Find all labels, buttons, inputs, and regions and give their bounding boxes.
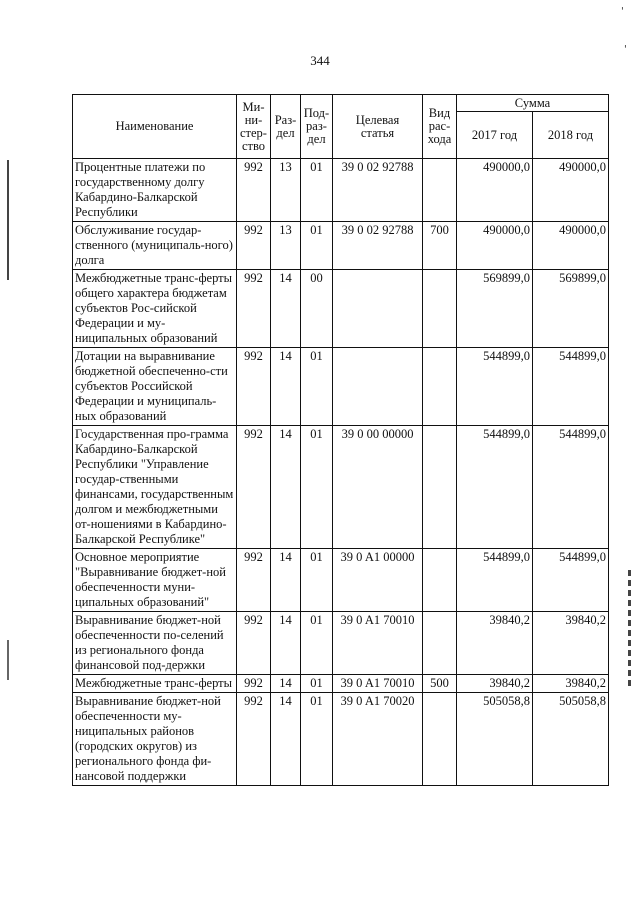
cell-sum-2018: 490000,0 <box>533 159 609 222</box>
cell-expense-type <box>423 270 457 348</box>
cell-expense-type <box>423 426 457 549</box>
cell-name: Выравнивание бюджет-ной обеспеченности му-ниципальных районов (городских округов) из регионального фонда фи-нансовой поддержки <box>73 693 237 786</box>
cell-name: Обслуживание государ-ственного (муниципаль-ного) долга <box>73 222 237 270</box>
cell-sum-2017: 569899,0 <box>457 270 533 348</box>
scan-edge-mark-lower <box>7 640 9 680</box>
table-row <box>73 426 609 549</box>
cell-sum-2017: 544899,0 <box>457 348 533 426</box>
cell-subsection: 01 <box>301 348 333 426</box>
cell-section: 14 <box>271 549 301 612</box>
cell-section: 14 <box>271 426 301 549</box>
cell-expense-type: 700 <box>423 222 457 270</box>
cell-target: 39 0 02 92788 <box>333 159 423 222</box>
cell-ministry: 992 <box>237 612 271 675</box>
cell-ministry: 992 <box>237 549 271 612</box>
cell-sum-2017: 39840,2 <box>457 675 533 693</box>
cell-section: 14 <box>271 675 301 693</box>
table-row <box>73 612 609 675</box>
cell-expense-type <box>423 348 457 426</box>
cell-expense-type <box>423 549 457 612</box>
cell-section: 13 <box>271 159 301 222</box>
cell-ministry: 992 <box>237 693 271 786</box>
cell-expense-type <box>423 693 457 786</box>
cell-sum-2017: 544899,0 <box>457 426 533 549</box>
cell-sum-2017: 490000,0 <box>457 159 533 222</box>
cell-sum-2018: 505058,8 <box>533 693 609 786</box>
cell-subsection: 01 <box>301 426 333 549</box>
cell-name: Межбюджетные транс-ферты <box>73 675 237 693</box>
cell-name: Государственная про-грамма Кабардино-Балкарской Республики "Управление государ-ственными финансами, государственным долгом и межбюджетными от-ношениями в Кабардино-Балкарской Республике" <box>73 426 237 549</box>
cell-expense-type: 500 <box>423 675 457 693</box>
cell-target: 39 0 00 00000 <box>333 426 423 549</box>
cell-target: 39 0 A1 00000 <box>333 549 423 612</box>
table-header <box>73 95 609 159</box>
header-year-2017: 2017 год <box>457 112 533 159</box>
cell-target <box>333 270 423 348</box>
cell-name: Процентные платежи по государственному долгу Кабардино-Балкарской Республики <box>73 159 237 222</box>
cell-sum-2017: 544899,0 <box>457 549 533 612</box>
cell-target: 39 0 A1 70020 <box>333 693 423 786</box>
header-target: Целевая статья <box>333 95 423 159</box>
header-sum: Сумма <box>457 95 609 112</box>
cell-name: Дотации на выравнивание бюджетной обеспеченно-сти субъектов Российской Федерации и муниципаль-ных образований <box>73 348 237 426</box>
header-section: Раз- дел <box>271 95 301 159</box>
cell-name: Основное мероприятие "Выравнивание бюджет-ной обеспеченности муни-ципальных образований" <box>73 549 237 612</box>
cell-subsection: 00 <box>301 270 333 348</box>
cell-ministry: 992 <box>237 270 271 348</box>
page-number: 344 <box>310 53 330 68</box>
cell-target: 39 0 A1 70010 <box>333 675 423 693</box>
table-row <box>73 549 609 612</box>
header-ministry: Ми- ни- стер- ство <box>237 95 271 159</box>
cell-section: 14 <box>271 348 301 426</box>
scan-edge-mark <box>7 160 9 280</box>
header-name: Наименование <box>73 95 237 159</box>
cell-sum-2017: 490000,0 <box>457 222 533 270</box>
table-row <box>73 159 609 222</box>
corner-mark-top: ' <box>621 6 624 17</box>
cell-target: 39 0 A1 70010 <box>333 612 423 675</box>
cell-name: Межбюджетные транс-ферты общего характера бюджетам субъектов Рос-сийской Федерации и му-ниципальных образований <box>73 270 237 348</box>
cell-sum-2018: 569899,0 <box>533 270 609 348</box>
cell-section: 14 <box>271 693 301 786</box>
table-row <box>73 348 609 426</box>
cell-target <box>333 348 423 426</box>
cell-sum-2017: 39840,2 <box>457 612 533 675</box>
cell-subsection: 01 <box>301 693 333 786</box>
cell-sum-2018: 490000,0 <box>533 222 609 270</box>
corner-mark-second: ' <box>624 44 627 55</box>
cell-sum-2018: 544899,0 <box>533 348 609 426</box>
cell-subsection: 01 <box>301 612 333 675</box>
cell-sum-2018: 39840,2 <box>533 612 609 675</box>
cell-ministry: 992 <box>237 222 271 270</box>
cell-name: Выравнивание бюджет-ной обеспеченности по-селений из регионального фонда финансовой под-держки <box>73 612 237 675</box>
cell-sum-2018: 39840,2 <box>533 675 609 693</box>
table-row <box>73 693 609 786</box>
cell-subsection: 01 <box>301 549 333 612</box>
cell-sum-2017: 505058,8 <box>457 693 533 786</box>
table-body <box>73 159 609 786</box>
budget-table <box>72 94 609 786</box>
cell-subsection: 01 <box>301 675 333 693</box>
table-row <box>73 675 609 693</box>
table-row <box>73 222 609 270</box>
cell-expense-type <box>423 159 457 222</box>
cell-target: 39 0 02 92788 <box>333 222 423 270</box>
cell-subsection: 01 <box>301 222 333 270</box>
header-subsection: Под- раз- дел <box>301 95 333 159</box>
cell-section: 13 <box>271 222 301 270</box>
cell-section: 14 <box>271 270 301 348</box>
cell-ministry: 992 <box>237 426 271 549</box>
cell-expense-type <box>423 612 457 675</box>
cell-sum-2018: 544899,0 <box>533 426 609 549</box>
table-row <box>73 270 609 348</box>
cell-subsection: 01 <box>301 159 333 222</box>
cell-ministry: 992 <box>237 675 271 693</box>
header-year-2018: 2018 год <box>533 112 609 159</box>
header-expense-type: Вид рас- хода <box>423 95 457 159</box>
cell-section: 14 <box>271 612 301 675</box>
cell-ministry: 992 <box>237 348 271 426</box>
cell-sum-2018: 544899,0 <box>533 549 609 612</box>
binding-edge-mark <box>628 570 631 690</box>
cell-ministry: 992 <box>237 159 271 222</box>
